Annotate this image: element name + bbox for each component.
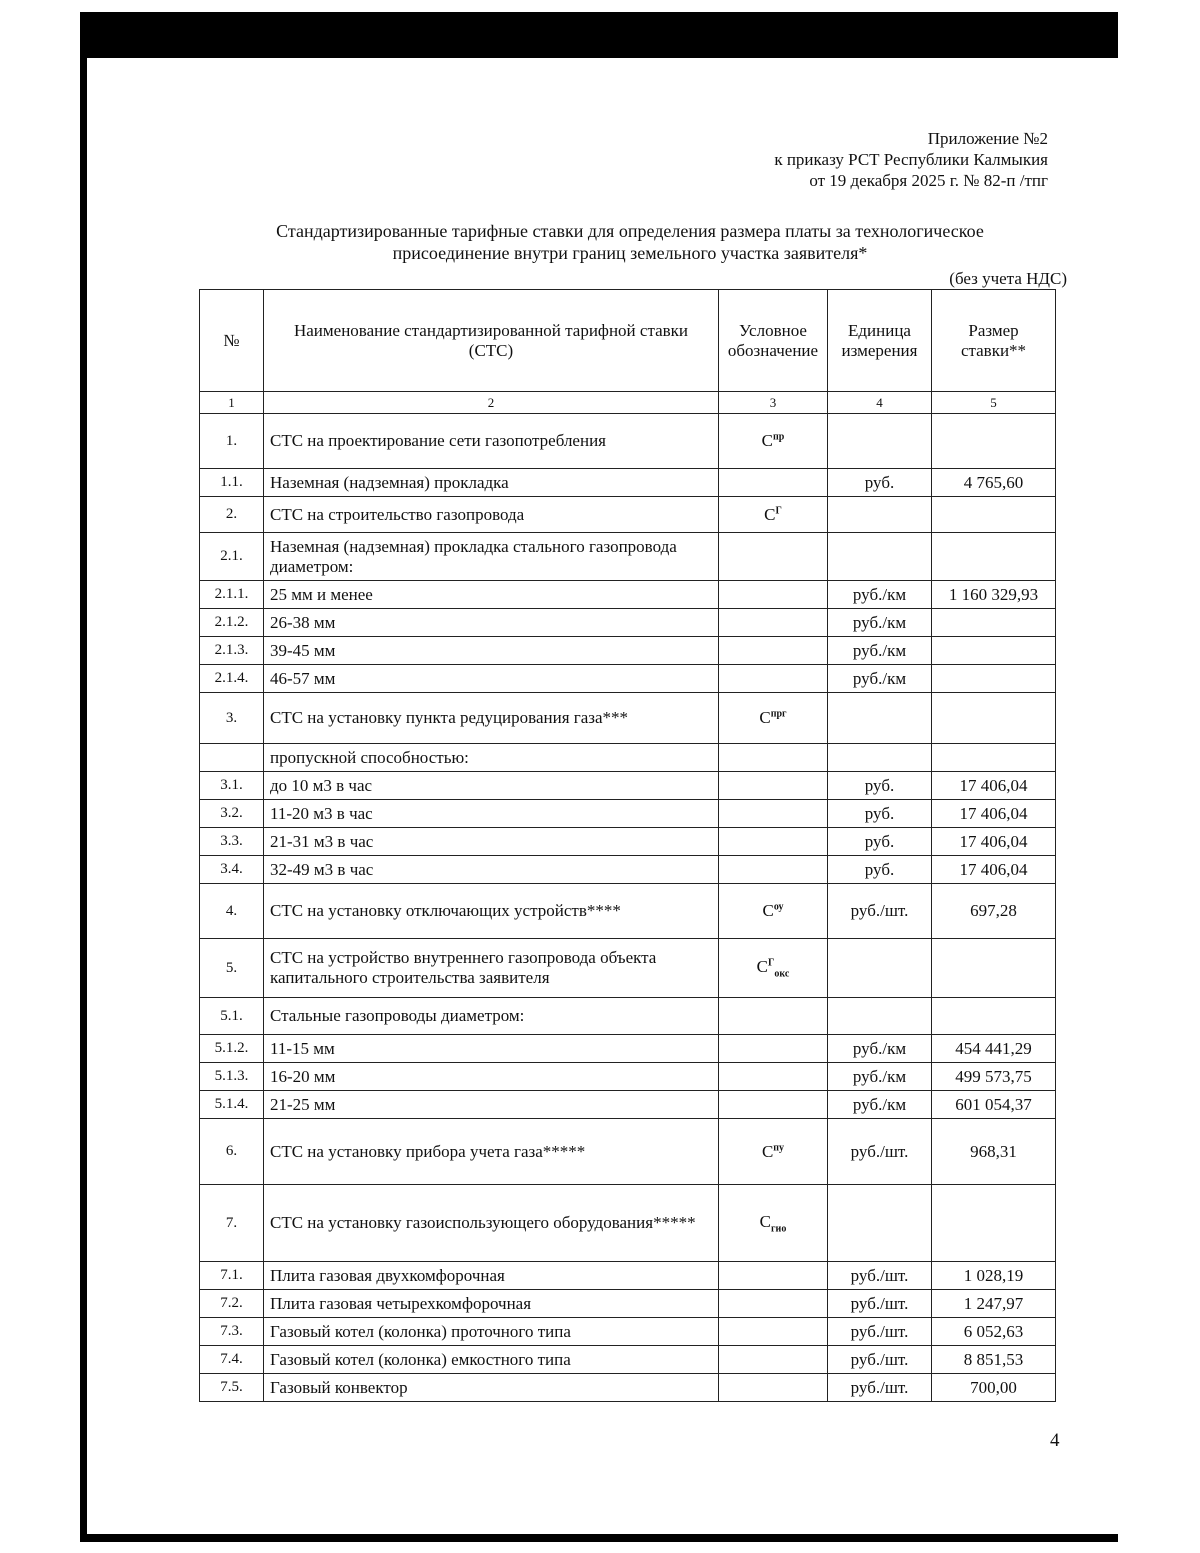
row-name: СТС на строительство газопровода — [264, 497, 719, 533]
row-value: 17 406,04 — [932, 772, 1056, 800]
row-unit — [828, 414, 932, 469]
row-name: Плита газовая четырехкомфорочная — [264, 1290, 719, 1318]
table-row — [200, 998, 1056, 1035]
row-unit — [828, 693, 932, 744]
row-number: 5.1.4. — [200, 1091, 264, 1119]
row-name: Плита газовая двухкомфорочная — [264, 1262, 719, 1290]
row-unit: руб./км — [828, 581, 932, 609]
table-row — [200, 800, 1056, 828]
row-unit: руб./шт. — [828, 1318, 932, 1346]
symbol-base: С — [756, 956, 768, 976]
row-value: 499 573,75 — [932, 1063, 1056, 1091]
table-row — [200, 609, 1056, 637]
row-name: 26-38 мм — [264, 609, 719, 637]
row-number: 4. — [200, 884, 264, 939]
symbol-superscript: пр — [773, 431, 785, 443]
table-row — [200, 1035, 1056, 1063]
row-symbol — [719, 693, 828, 744]
symbol-base: С — [762, 901, 774, 920]
row-symbol — [719, 800, 828, 828]
row-name: СТС на установку прибора учета газа***** — [264, 1119, 719, 1185]
row-name: пропускной способностью: — [264, 744, 719, 772]
col-index: 1 — [200, 392, 264, 414]
row-name: СТС на установку пункта редуцирования газа*** — [264, 693, 719, 744]
symbol-superscript: Г — [768, 957, 775, 969]
row-value — [932, 637, 1056, 665]
row-number: 2. — [200, 497, 264, 533]
row-symbol — [719, 1374, 828, 1402]
row-symbol — [719, 939, 828, 998]
row-symbol — [719, 665, 828, 693]
row-value — [932, 693, 1056, 744]
symbol-base: С — [761, 1141, 774, 1161]
row-unit: руб./км — [828, 1091, 932, 1119]
row-number: 5.1.2. — [200, 1035, 264, 1063]
row-number: 5. — [200, 939, 264, 998]
row-unit — [828, 744, 932, 772]
header-symbol: Условное обозначение — [719, 290, 828, 392]
row-name: 46-57 мм — [264, 665, 719, 693]
row-value: 454 441,29 — [932, 1035, 1056, 1063]
row-value — [932, 998, 1056, 1035]
row-unit: руб./шт. — [828, 1374, 932, 1402]
row-number: 3. — [200, 693, 264, 744]
row-symbol — [719, 998, 828, 1035]
table-row — [200, 744, 1056, 772]
row-value — [932, 939, 1056, 998]
col-index: 2 — [264, 392, 719, 414]
table-row — [200, 884, 1056, 939]
row-unit: руб./шт. — [828, 884, 932, 939]
symbol-superscript: оу — [773, 901, 784, 913]
appendix-line-3: от 19 декабря 2025 г. № 82-п /тпг — [809, 171, 1048, 190]
row-number: 1.1. — [200, 469, 264, 497]
appendix-reference — [774, 128, 1048, 191]
row-unit: руб. — [828, 772, 932, 800]
row-number: 7.1. — [200, 1262, 264, 1290]
appendix-line-2: к приказу РСТ Республики Калмыкия — [774, 150, 1048, 169]
table-row — [200, 856, 1056, 884]
page-number: 4 — [1050, 1430, 1060, 1451]
row-value: 6 052,63 — [932, 1318, 1056, 1346]
row-symbol — [719, 1346, 828, 1374]
row-value: 17 406,04 — [932, 828, 1056, 856]
header-value: Размер ставки** — [932, 290, 1056, 392]
row-unit: руб./шт. — [828, 1262, 932, 1290]
row-number: 3.4. — [200, 856, 264, 884]
table-row — [200, 772, 1056, 800]
row-name: СТС на устройство внутреннего газопровода объекта капитального строительства заявителя — [264, 939, 719, 998]
row-name: 25 мм и менее — [264, 581, 719, 609]
row-symbol — [719, 1318, 828, 1346]
appendix-line-1: Приложение №2 — [927, 129, 1048, 148]
row-symbol — [719, 1290, 828, 1318]
row-symbol — [719, 772, 828, 800]
row-number: 6. — [200, 1119, 264, 1185]
row-unit — [828, 998, 932, 1035]
row-unit: руб. — [828, 856, 932, 884]
row-symbol — [719, 1119, 828, 1185]
row-name: до 10 м3 в час — [264, 772, 719, 800]
row-symbol — [719, 533, 828, 581]
symbol-superscript: Г — [775, 504, 782, 516]
row-symbol — [719, 497, 828, 533]
row-number: 5.1. — [200, 998, 264, 1035]
row-unit — [828, 533, 932, 581]
row-name: Наземная (надземная) прокладка стального газопровода диаметром: — [264, 533, 719, 581]
row-value — [932, 665, 1056, 693]
row-number: 7.5. — [200, 1374, 264, 1402]
table-row — [200, 1185, 1056, 1262]
row-value — [932, 497, 1056, 533]
row-value: 8 851,53 — [932, 1346, 1056, 1374]
row-number: 7.4. — [200, 1346, 264, 1374]
row-symbol — [719, 581, 828, 609]
table-row — [200, 581, 1056, 609]
table-row — [200, 1262, 1056, 1290]
table-row — [200, 1346, 1056, 1374]
row-symbol — [719, 1262, 828, 1290]
row-name: СТС на установку отключающих устройств**** — [264, 884, 719, 939]
row-number: 7. — [200, 1185, 264, 1262]
row-name: 21-25 мм — [264, 1091, 719, 1119]
table-row — [200, 693, 1056, 744]
row-symbol — [719, 637, 828, 665]
row-unit — [828, 497, 932, 533]
row-unit: руб./км — [828, 637, 932, 665]
row-symbol — [719, 884, 828, 939]
row-unit: руб./км — [828, 665, 932, 693]
header-num: № — [200, 290, 264, 392]
table-row — [200, 1091, 1056, 1119]
row-number: 7.2. — [200, 1290, 264, 1318]
row-name: 11-15 мм — [264, 1035, 719, 1063]
symbol-subscript: окс — [774, 968, 790, 980]
row-name: 16-20 мм — [264, 1063, 719, 1091]
row-value: 1 028,19 — [932, 1262, 1056, 1290]
row-value: 700,00 — [932, 1374, 1056, 1402]
scan-border-bottom — [80, 1534, 1118, 1542]
row-unit: руб. — [828, 828, 932, 856]
row-symbol — [719, 1063, 828, 1091]
row-unit: руб./км — [828, 609, 932, 637]
row-number — [200, 744, 264, 772]
symbol-subscript: гио — [771, 1223, 787, 1235]
row-name: Стальные газопроводы диаметром: — [264, 998, 719, 1035]
row-name: 32-49 м3 в час — [264, 856, 719, 884]
row-symbol — [719, 744, 828, 772]
row-unit — [828, 1185, 932, 1262]
row-value: 17 406,04 — [932, 800, 1056, 828]
table-row — [200, 469, 1056, 497]
row-value — [932, 533, 1056, 581]
table-row — [200, 1063, 1056, 1091]
row-name: СТС на установку газоиспользующего оборудования***** — [264, 1185, 719, 1262]
row-value — [932, 609, 1056, 637]
symbol-superscript: пу — [773, 1141, 785, 1153]
table-body — [200, 414, 1056, 1402]
row-unit: руб./км — [828, 1035, 932, 1063]
row-unit: руб./шт. — [828, 1290, 932, 1318]
row-unit — [828, 939, 932, 998]
table-row — [200, 637, 1056, 665]
table-row — [200, 1119, 1056, 1185]
table-row — [200, 414, 1056, 469]
table-row — [200, 497, 1056, 533]
column-index-row — [200, 392, 1056, 414]
row-unit: руб./шт. — [828, 1119, 932, 1185]
row-number: 7.3. — [200, 1318, 264, 1346]
row-value: 697,28 — [932, 884, 1056, 939]
row-unit: руб. — [828, 800, 932, 828]
title-line-1: Стандартизированные тарифные ставки для определения размера платы за технологическое — [276, 221, 984, 241]
symbol-superscript: прг — [770, 708, 787, 720]
row-number: 2.1.2. — [200, 609, 264, 637]
row-name: Газовый котел (колонка) емкостного типа — [264, 1346, 719, 1374]
row-number: 3.2. — [200, 800, 264, 828]
header-name: Наименование стандартизированной тарифной ставки (СТС) — [264, 290, 719, 392]
table-row — [200, 665, 1056, 693]
row-number: 5.1.3. — [200, 1063, 264, 1091]
row-number: 3.1. — [200, 772, 264, 800]
table-row — [200, 533, 1056, 581]
row-symbol — [719, 828, 828, 856]
row-name: Газовый конвектор — [264, 1374, 719, 1402]
row-symbol — [719, 414, 828, 469]
row-value: 1 247,97 — [932, 1290, 1056, 1318]
symbol-base: С — [761, 431, 773, 450]
row-symbol — [719, 1035, 828, 1063]
document-title — [190, 220, 1070, 264]
row-value — [932, 1185, 1056, 1262]
row-unit: руб./шт. — [828, 1346, 932, 1374]
table-row — [200, 1318, 1056, 1346]
symbol-base: С — [759, 708, 771, 727]
row-name: Наземная (надземная) прокладка — [264, 469, 719, 497]
row-value — [932, 744, 1056, 772]
table-row — [200, 1374, 1056, 1402]
row-unit: руб. — [828, 469, 932, 497]
row-number: 2.1. — [200, 533, 264, 581]
row-name: СТС на проектирование сети газопотребления — [264, 414, 719, 469]
row-value: 4 765,60 — [932, 469, 1056, 497]
symbol-base: С — [759, 1211, 772, 1231]
row-symbol — [719, 1185, 828, 1262]
vat-note: (без учета НДС) — [949, 269, 1067, 288]
row-symbol — [719, 609, 828, 637]
row-value: 968,31 — [932, 1119, 1056, 1185]
scan-border-top — [84, 12, 1118, 58]
col-index: 5 — [932, 392, 1056, 414]
title-line-2: присоединение внутри границ земельного участка заявителя* — [392, 243, 868, 263]
symbol-base: С — [764, 504, 776, 524]
row-number: 3.3. — [200, 828, 264, 856]
row-symbol — [719, 469, 828, 497]
table-row — [200, 828, 1056, 856]
table-row — [200, 1290, 1056, 1318]
row-unit: руб./км — [828, 1063, 932, 1091]
row-number: 1. — [200, 414, 264, 469]
row-value: 17 406,04 — [932, 856, 1056, 884]
row-value — [932, 414, 1056, 469]
scan-border-left — [80, 12, 87, 1542]
row-value: 601 054,37 — [932, 1091, 1056, 1119]
table-header-row — [200, 290, 1056, 392]
row-number: 2.1.4. — [200, 665, 264, 693]
col-index: 3 — [719, 392, 828, 414]
row-value: 1 160 329,93 — [932, 581, 1056, 609]
row-name: 11-20 м3 в час — [264, 800, 719, 828]
row-name: 21-31 м3 в час — [264, 828, 719, 856]
row-name: Газовый котел (колонка) проточного типа — [264, 1318, 719, 1346]
row-symbol — [719, 856, 828, 884]
rates-table — [199, 289, 1056, 1402]
table-row — [200, 939, 1056, 998]
col-index: 4 — [828, 392, 932, 414]
row-number: 2.1.3. — [200, 637, 264, 665]
row-name: 39-45 мм — [264, 637, 719, 665]
row-symbol — [719, 1091, 828, 1119]
header-unit: Единица измерения — [828, 290, 932, 392]
row-number: 2.1.1. — [200, 581, 264, 609]
